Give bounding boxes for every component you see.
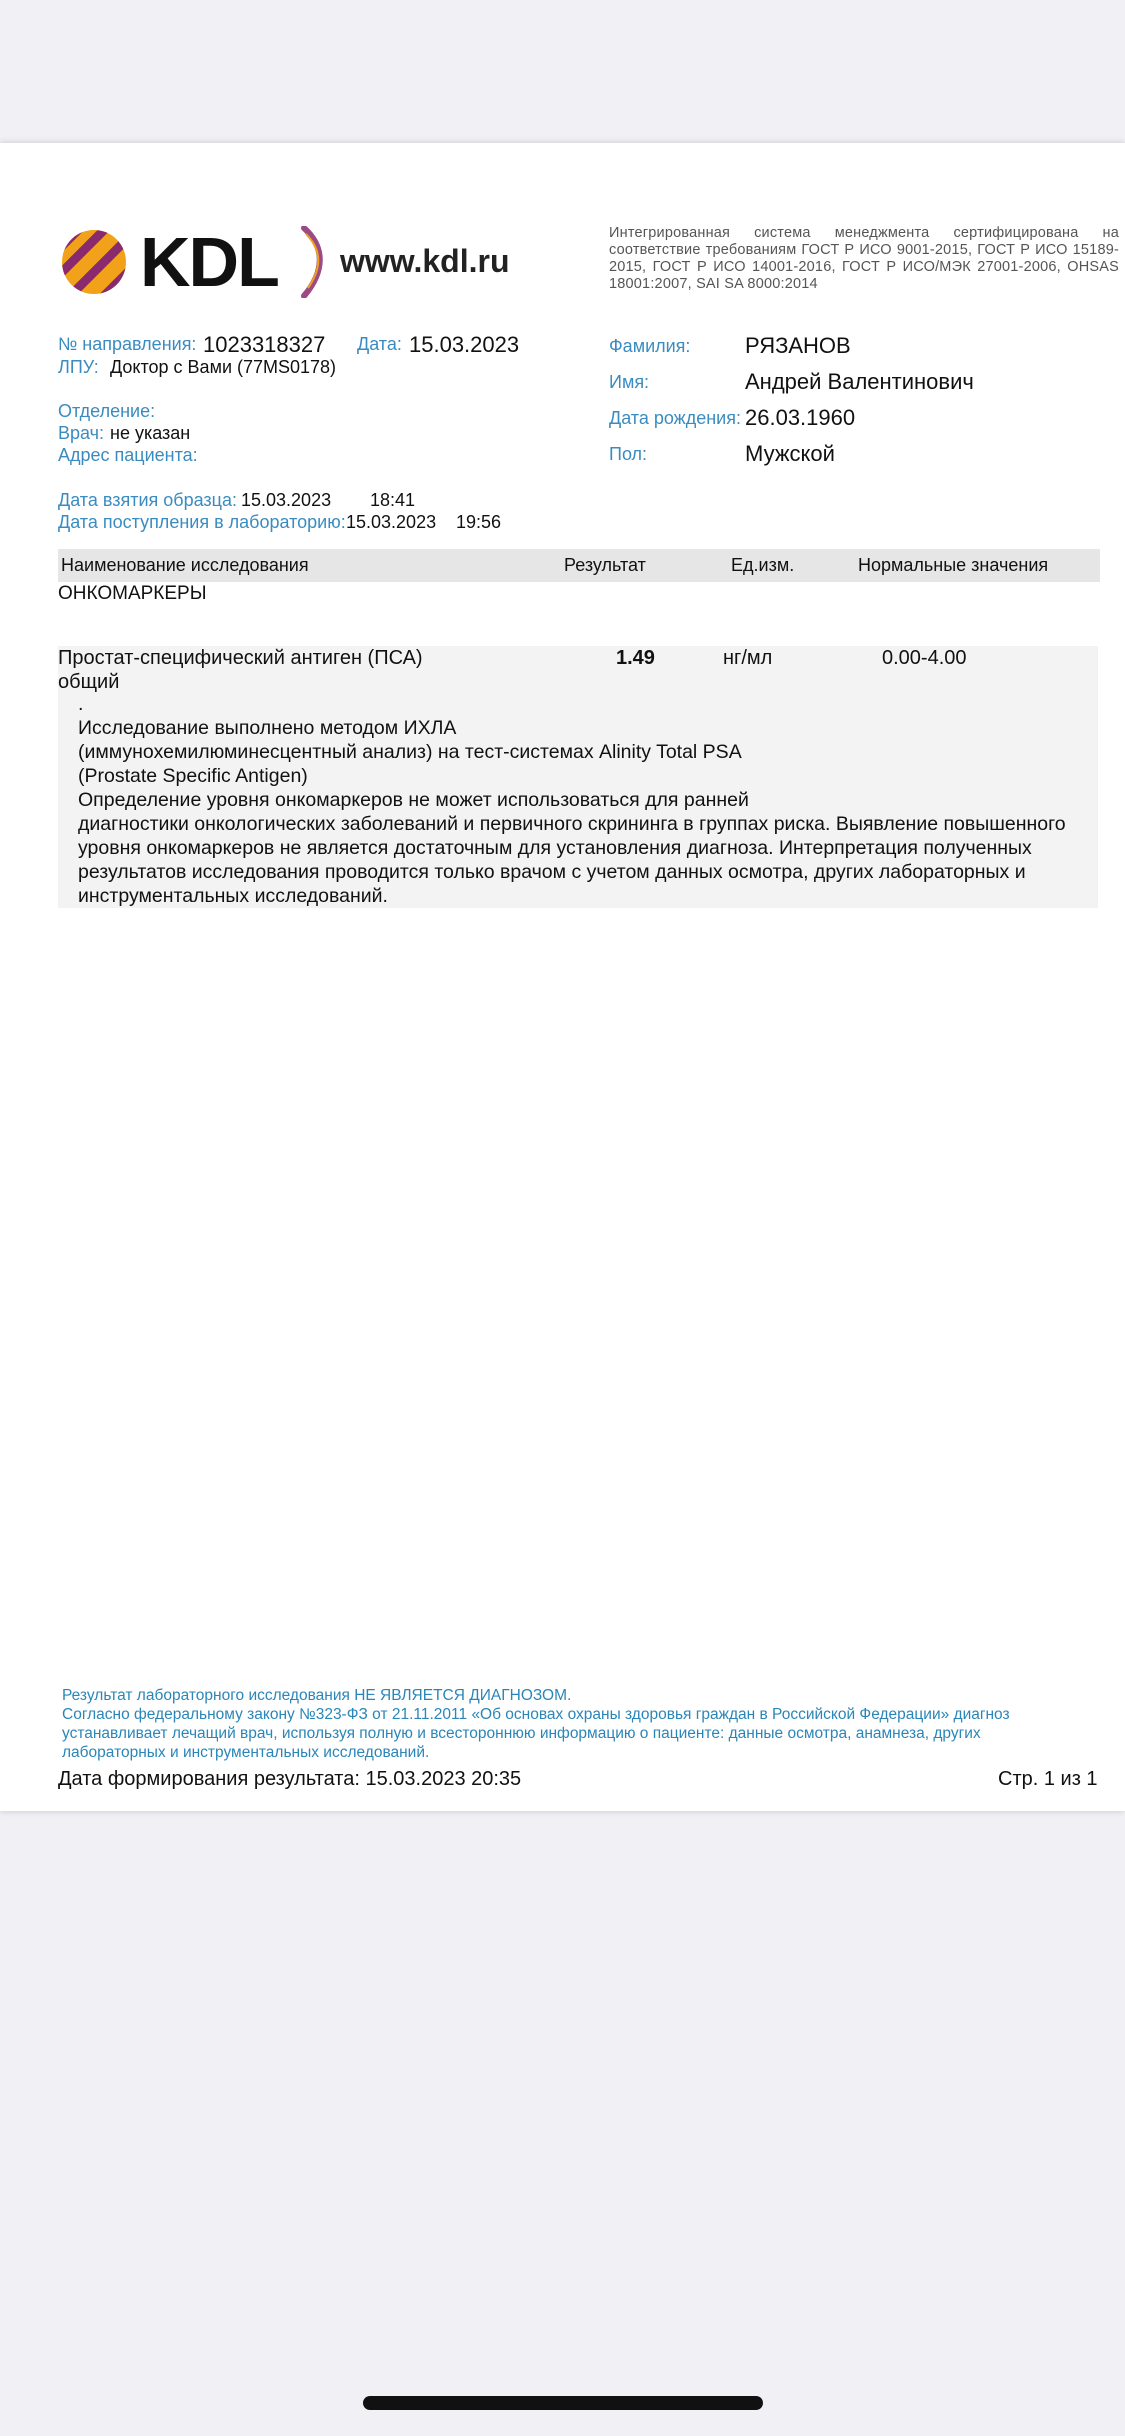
col-norm-header: Нормальные значения [858,555,1049,575]
lpu-label: ЛПУ: [58,357,99,377]
surname-label: Фамилия: [609,336,691,356]
received-time-value: 19:56 [456,512,502,532]
test-units: нг/мл [723,647,773,669]
lpu-value: Доктор с Вами (77MS0178) [110,357,337,377]
doctor-label: Врач: [58,423,105,443]
department-label: Отделение: [58,401,156,421]
sample-time-value: 18:41 [370,490,416,510]
doctor-value: не указан [110,423,191,443]
results-table-header [58,549,1100,582]
website-link[interactable]: www.kdl.ru [340,243,510,279]
referral-value: 1023318327 [203,332,326,357]
disclaimer-line: устанавливает лечащий врач, используя полную и всестороннюю информацию о пациенте: данные осмотра, анамнеза, других [62,1725,981,1742]
note-line: результатов исследования проводится только врачом с учетом данных осмотра, других лабораторных и [78,861,1026,883]
test-name-line1: Простат-специфический антиген (ПСА) [58,647,423,669]
sample-date-value: 15.03.2023 [241,490,332,510]
date-label: Дата: [357,334,402,354]
received-date-label: Дата поступления в лабораторию: [58,512,346,532]
disclaimer [62,1686,1062,1762]
note-line: (Prostate Specific Antigen) [78,765,308,787]
kdl-logo-text: KDL [140,223,278,301]
col-units-header: Ед.изм. [731,555,795,575]
test-result: 1.49 [616,647,655,669]
disclaimer-line: Согласно федеральному закону №323-ФЗ от 21.11.2011 «Об основах охраны здоровья граждан в Российской Федерации» диагноз [62,1706,1010,1723]
generated-date: Дата формирования результата: 15.03.2023 20:35 [58,1768,522,1790]
note-line: инструментальных исследований. [78,885,388,907]
sex-value: Мужской [745,441,835,466]
home-indicator[interactable] [363,2396,763,2410]
note-line: диагностики онкологических заболеваний и первичного скрининга в группах риска. Выявление повышенного [78,813,1066,835]
dob-value: 26.03.1960 [745,405,856,430]
test-name-line2: общий [58,671,120,693]
date-value: 15.03.2023 [409,332,520,357]
sample-date-label: Дата взятия образца: [58,490,237,510]
received-date-value: 15.03.2023 [346,512,437,532]
certification-text: Интегрированная система менеджмента сертифицирована на соответствие требованиям ГОСТ Р ИСО 9001-2015, ГОСТ Р ИСО 15189-2015, ГОСТ Р ИСО 14001-2016, ГОСТ Р ИСО/МЭК 27001-2006, OHSAS 18001:2007, SAI SA 8000:2014 [609,225,1119,292]
kdl-logo-icon [60,228,128,296]
col-name-header: Наименование исследования [61,555,309,575]
note-line: уровня онкомаркеров не является достаточным для установления диагноза. Интерпретация полученных [78,837,1032,859]
page-number: Стр. 1 из 1 [998,1768,1098,1790]
sex-label: Пол: [609,444,648,464]
method-note [78,692,1108,908]
test-norm: 0.00-4.00 [882,647,967,669]
dob-label: Дата рождения: [609,408,741,428]
note-line: (иммунохемилюминесцентный анализ) на тест-системах Alinity Total PSA [78,741,742,763]
referral-label: № направления: [58,334,197,354]
note-line: . [78,693,84,715]
name-label: Имя: [609,372,650,392]
col-result-header: Результат [564,555,646,575]
note-line: Определение уровня онкомаркеров не может использоваться для ранней [78,789,749,811]
address-label: Адрес пациента: [58,445,198,465]
section-title: ОНКОМАРКЕРЫ [58,583,207,604]
disclaimer-line: лабораторных и инструментальных исследований. [62,1744,430,1761]
note-line: Исследование выполнено методом ИХЛА [78,717,457,739]
name-value: Андрей Валентинович [745,369,974,394]
swoosh-icon [298,226,328,298]
disclaimer-line: Результат лабораторного исследования НЕ ЯВЛЯЕТСЯ ДИАГНОЗОМ. [62,1687,572,1704]
surname-value: РЯЗАНОВ [745,333,851,358]
